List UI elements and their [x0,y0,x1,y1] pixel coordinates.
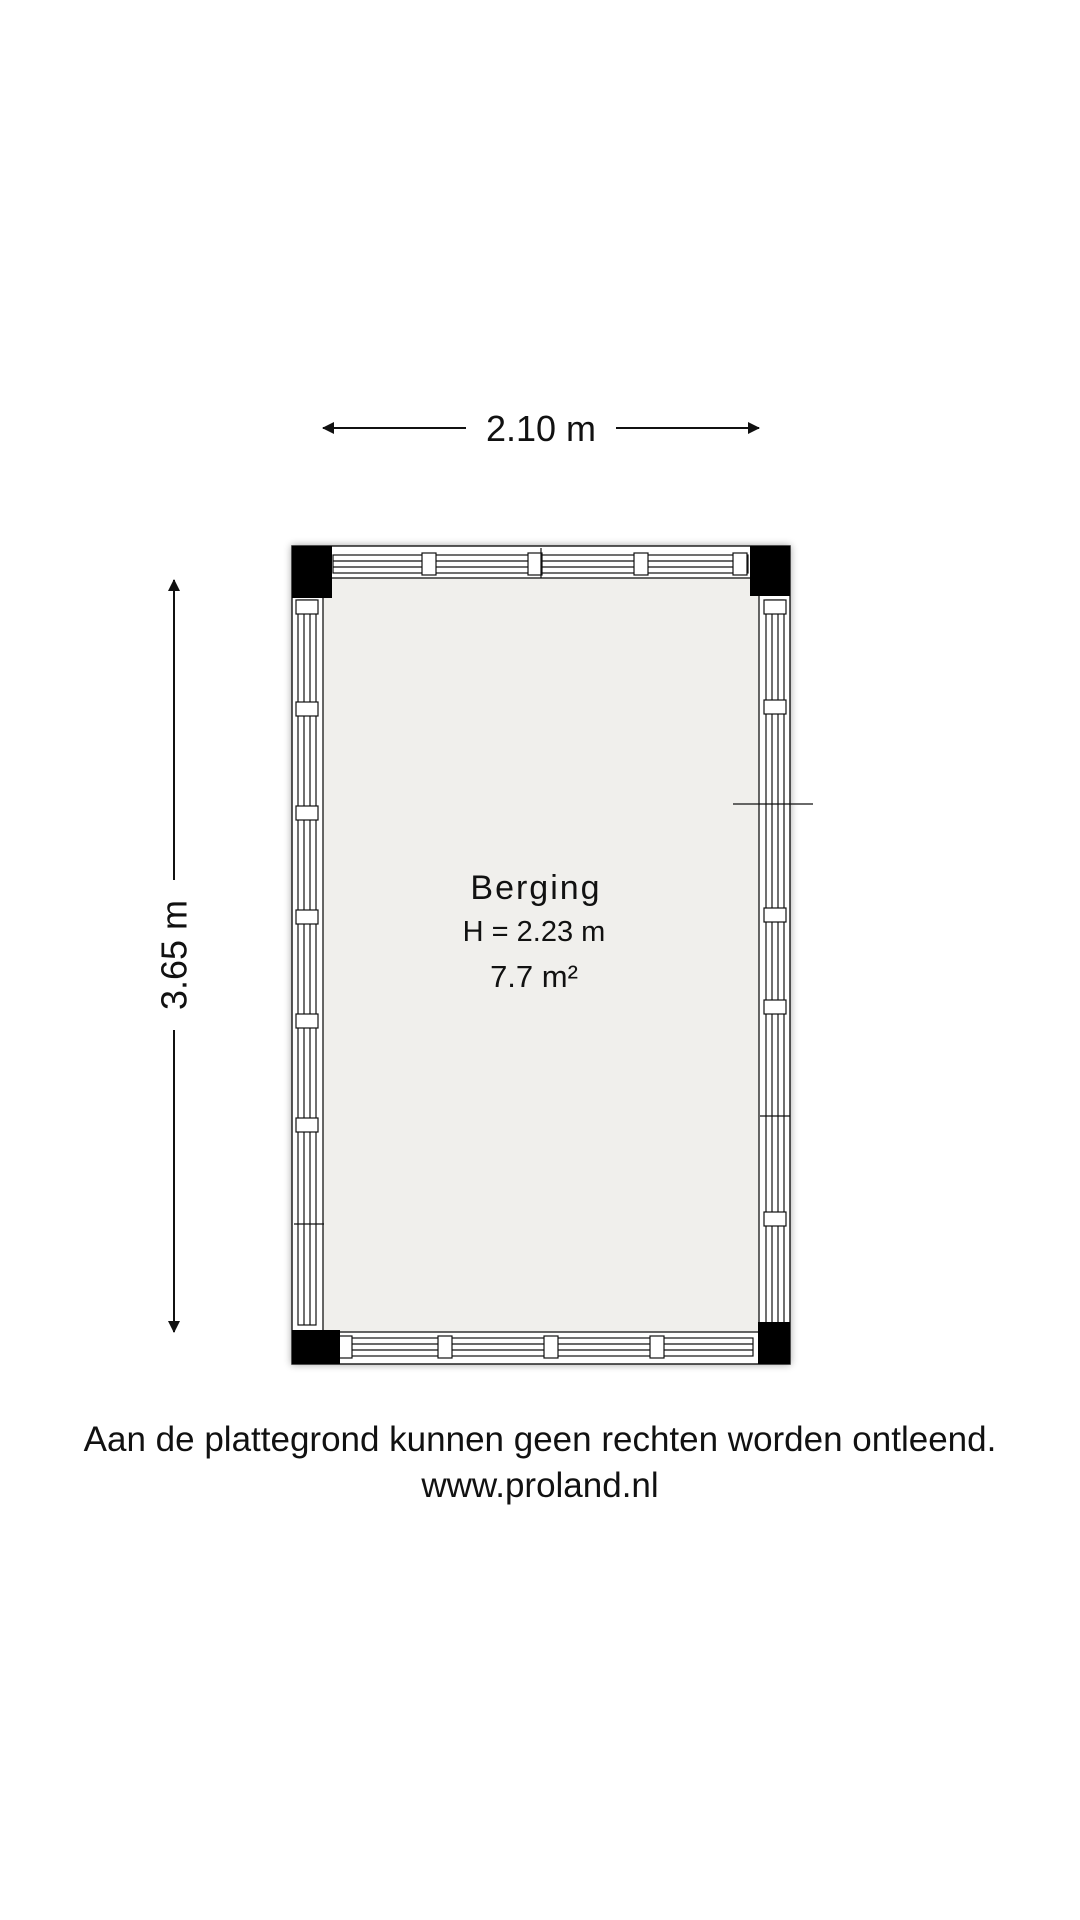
room-name: Berging [470,869,602,907]
height-dimension [154,580,195,1332]
disclaimer-text: Aan de plattegrond kunnen geen rechten worden ontleend. [83,1420,997,1459]
bottom-wall-windows [338,1336,753,1358]
width-dimension-label: 2.10 m [485,408,597,449]
width-dimension [323,408,759,449]
website-text: www.proland.nl [421,1466,659,1505]
room-floor [323,578,759,1332]
height-dimension-label: 3.65 m [153,899,195,1011]
room-area: 7.7 m² [490,959,578,994]
room-height: H = 2.23 m [462,916,606,948]
